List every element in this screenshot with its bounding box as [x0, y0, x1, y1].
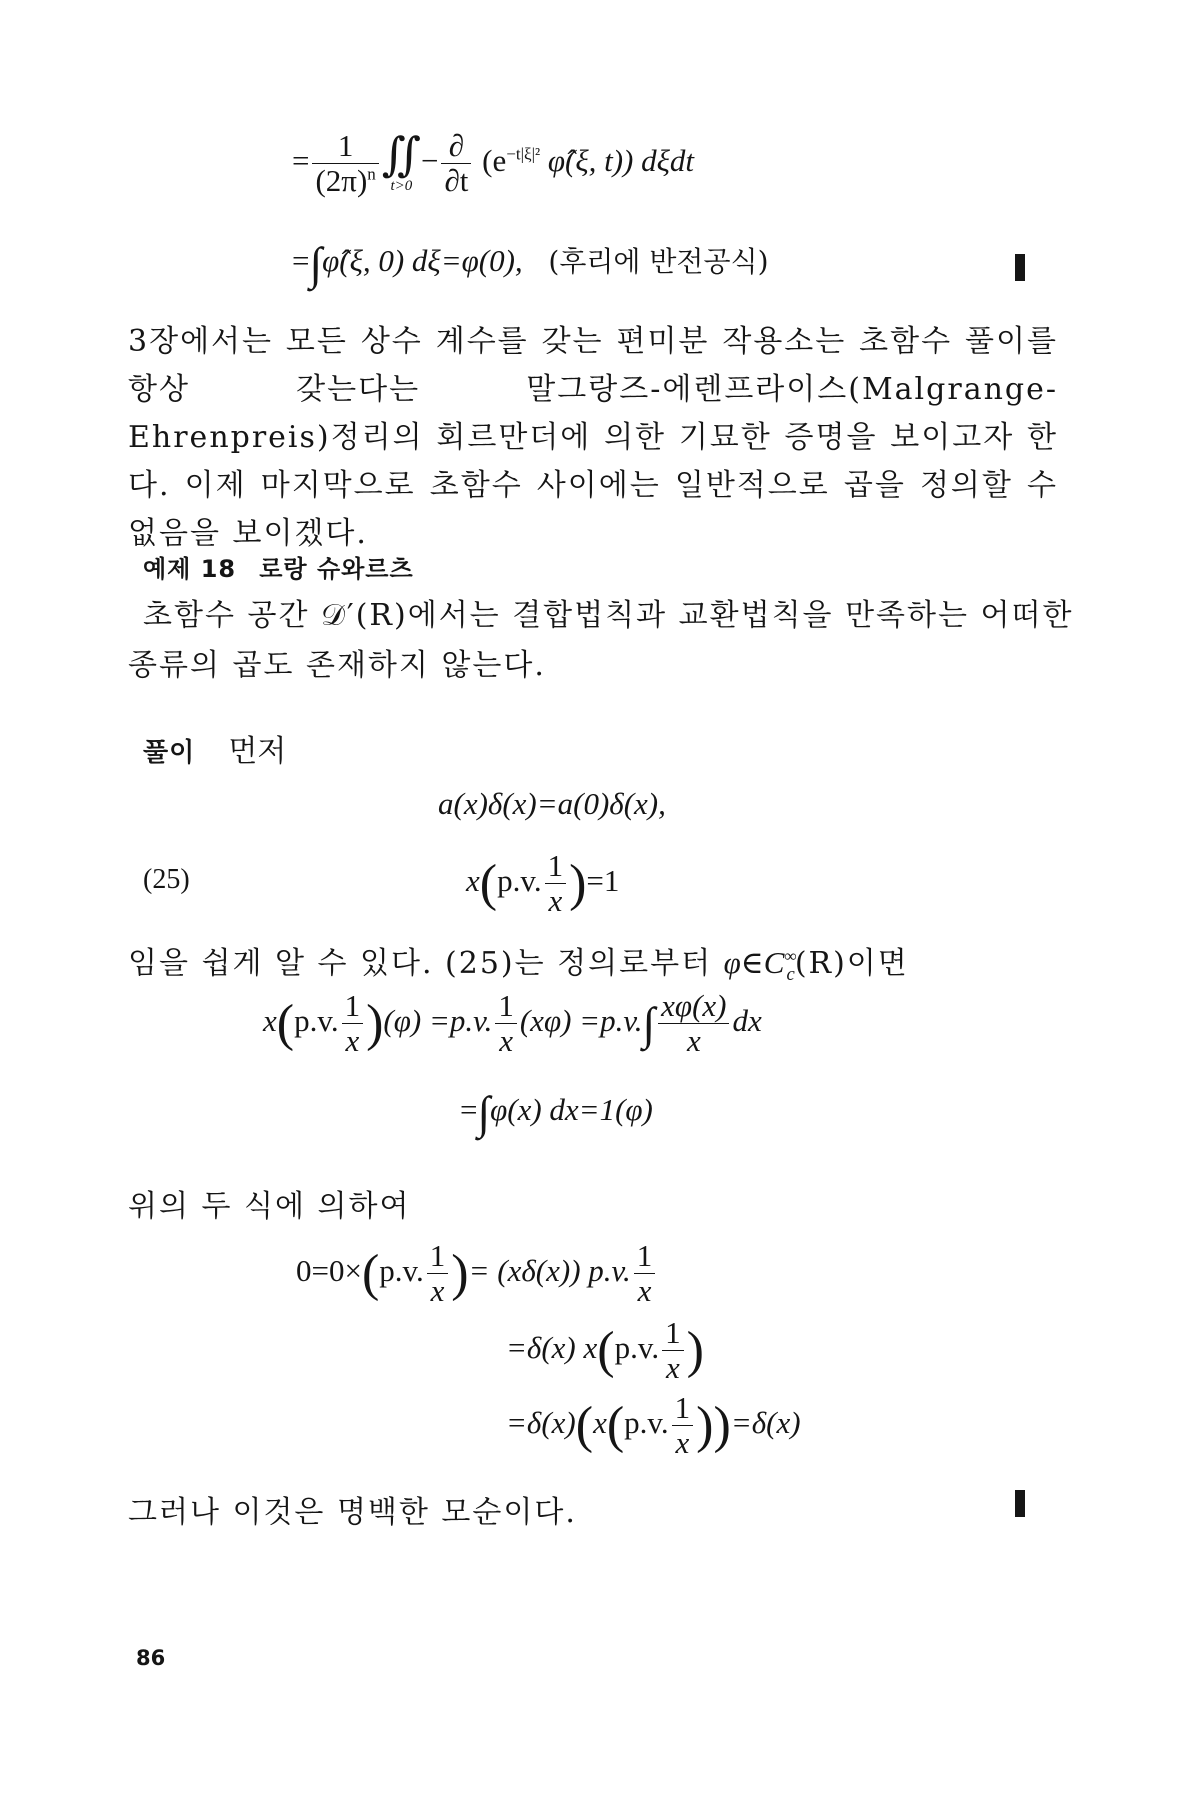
equation-number-25: (25)	[143, 864, 190, 895]
example-statement-line1: 초함수 공간 𝒟′(R)에서는 결합법칙과 교환법칙을 만족하는 어떠한	[143, 598, 1074, 633]
solution-first: 먼저	[228, 734, 287, 769]
equation-contradiction-line1: 0=0×(p.v. $\frac{1}{x}$ )= (xδ(x)) p.v. $\frac{1}{x}$	[296, 1240, 658, 1308]
equation-a-delta: a(x)δ(x)=a(0)δ(x),	[438, 786, 666, 821]
intro-paragraph: 3장에서는 모든 상수 계수를 갖는 편미분 작용소는 초함수 풀이를 항상 갖는다는 말그랑즈-에렌프라이스(Malgrange-Ehrenpreis)정리의 회르만더에 의한 기묘한 증명을 보이고자 한다. 이제 마지막으로 초함수 사이에는 일반적으로 곱을 정의할 수 없음을 보이겠다.	[128, 324, 1058, 551]
example-label: 예제 18	[143, 555, 237, 583]
equation-pv-action-line2: =∫φ(x) dx=1(φ)	[460, 1087, 653, 1138]
equation-fourier-line2: =∫φ̂(ξ, 0) dξ=φ(0), (후리에 반전공식)	[292, 237, 769, 289]
solution-text-two-formulas: 위의 두 식에 의하여	[128, 1189, 411, 1224]
inversion-formula-note: (후리에 반전공식)	[548, 245, 769, 278]
solution-text-after-25: 임을 쉽게 알 수 있다. (25)는 정의로부터 $\varphi\in C^\infty_c(R)$이면	[128, 945, 909, 986]
qed-mark	[1015, 254, 1025, 281]
solution-heading	[143, 726, 286, 770]
equation-contradiction-line2: =δ(x) x(p.v. $\frac{1}{x}$ )	[506, 1315, 704, 1385]
solution-label: 풀이	[143, 738, 196, 768]
equation-25: x(p.v. $\frac{1}{x}$ )=1	[466, 848, 620, 918]
example-attribution: 로랑 슈와르츠	[259, 555, 414, 583]
equation-pv-action-line1: x(p.v. $\frac{1}{x}$ )(φ) =p.v. $\frac{1}{x}$ (xφ) =p.v.∫ $\frac{x\varphi(x)}{x}$ dx	[263, 988, 762, 1058]
qed-mark-solution	[1015, 1490, 1025, 1517]
example-statement-line2: 종류의 곱도 존재하지 않는다.	[128, 648, 546, 683]
example-heading	[143, 549, 414, 584]
solution-conclusion: 그러나 이것은 명백한 모순이다.	[128, 1495, 577, 1530]
equation-contradiction-line3: =δ(x)(x(p.v. $\frac{1}{x}$ ))=δ(x)	[506, 1390, 801, 1460]
equation-fourier-line1: = $\frac{1}{(2\pi)^n}$ ∬ t>0 − $\frac{\partial}{\partial t}$ ($e^{-t|\xi|^2}$ φ̂(ξ, t)) dξdt	[292, 128, 695, 198]
page-number: 86	[136, 1646, 166, 1670]
